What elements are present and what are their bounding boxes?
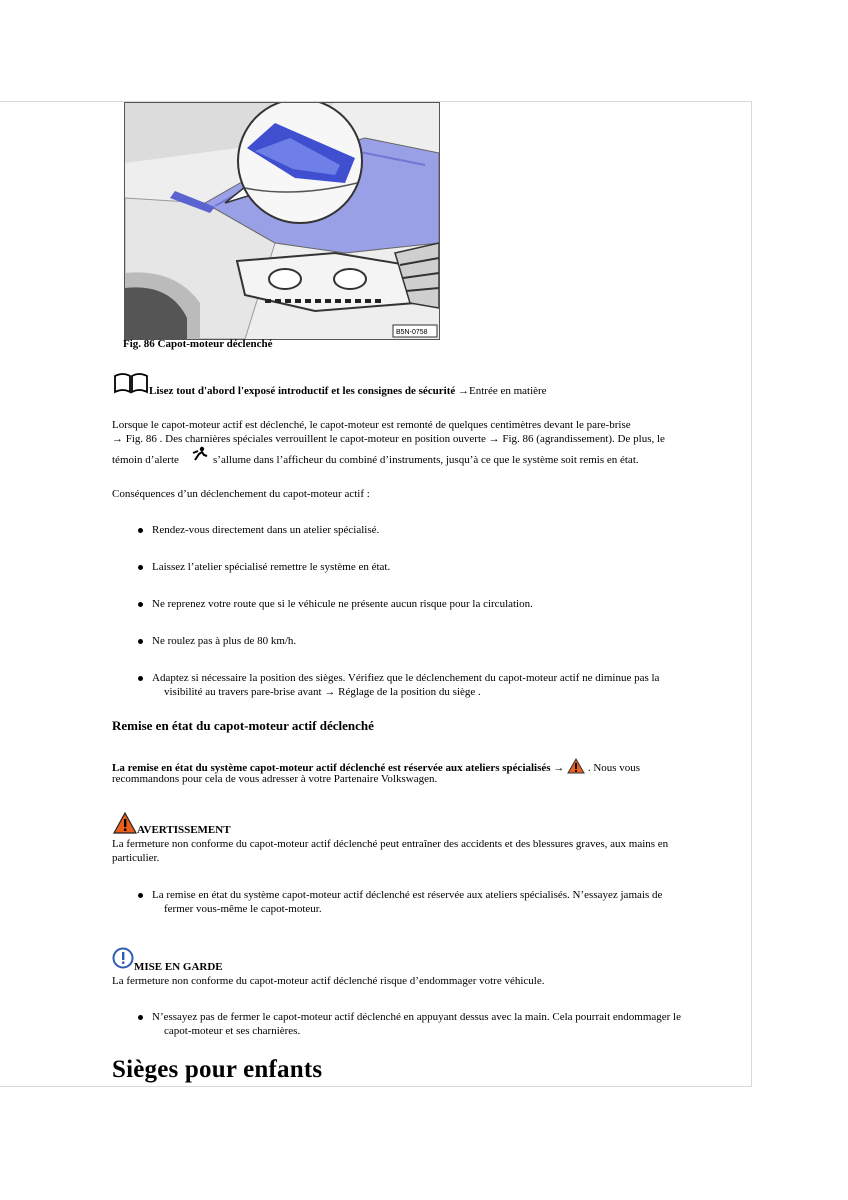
warning-line-1: La fermeture non conforme du capot-moteur actif déclenché peut entraîner des accidents et des blessures graves, aux mains en <box>112 838 669 850</box>
bullet-dot <box>138 1015 143 1020</box>
bullet-dot <box>138 565 143 570</box>
repair-after: . Nous vous <box>587 762 641 774</box>
paragraph-line-1: Lorsque le capot-moteur actif est déclenché, le capot-moteur est remonté de quelques centimètres devant le pare-brise <box>112 419 631 431</box>
bullet-dot <box>138 528 143 533</box>
paragraph-line-3a: témoin d’alerte <box>112 454 179 466</box>
list-item-text: Rendez-vous directement dans un atelier spécialisé. <box>152 524 380 536</box>
list-item-text-cont: capot-moteur et ses charnières. <box>164 1025 301 1037</box>
caution-line-1: La fermeture non conforme du capot-moteur actif déclenché risque d’endommager votre véhicule. <box>112 975 545 987</box>
list-item-text: Ne roulez pas à plus de 80 km/h. <box>152 635 297 647</box>
repair-line-2: recommandons pour cela de vous adresser à votre Partenaire Volkswagen. <box>112 773 438 785</box>
page-frame-right <box>751 101 752 1087</box>
warning-line-2: particulier. <box>112 852 160 864</box>
pedestrian-warning-icon <box>190 446 210 462</box>
paragraph-line-3b: s’allume dans l’afficheur du combiné d’instruments, jusqu’à ce que le système soit remis en état. <box>213 454 639 466</box>
page-frame-bottom <box>0 1086 752 1087</box>
paragraph-line-2: → Fig. 86 . Des charnières spéciales verrouillent le capot-moteur en position ouverte → Fig. 86 (agrandissement). De plus, le <box>112 433 665 445</box>
list-item-text-cont: fermer vous-même le capot-moteur. <box>164 903 322 915</box>
intro-line <box>149 384 547 398</box>
warning-triangle-icon <box>113 812 137 834</box>
figure-caption: Fig. 86 Capot-moteur déclenché <box>123 338 273 350</box>
caution-circle-icon <box>112 947 134 969</box>
caution-title: MISE EN GARDE <box>134 961 223 973</box>
figure-hood-image <box>124 102 440 340</box>
next-section-heading: Sièges pour enfants <box>112 1056 323 1083</box>
list-item-text: Ne reprenez votre route que si le véhicule ne présente aucun risque pour la circulation. <box>152 598 533 610</box>
repair-arrow[interactable]: → <box>553 762 565 774</box>
warning-title: AVERTISSEMENT <box>137 824 231 836</box>
figure-code: B5N-0758 <box>396 329 428 336</box>
repair-bold-text: La remise en état du système capot-moteur actif déclenché est réservée aux ateliers spécialisés <box>112 762 551 774</box>
bullet-dot <box>138 676 143 681</box>
list-item-text: La remise en état du système capot-moteur actif déclenché est réservée aux ateliers spécialisés. N’essayez jamais de <box>152 889 663 901</box>
section-heading: Remise en état du capot-moteur actif déclenché <box>112 718 374 733</box>
list-item-text: Adaptez si nécessaire la position des sièges. Vérifiez que le déclenchement du capot-moteur actif ne diminue pas la <box>152 672 660 684</box>
bullet-dot <box>138 639 143 644</box>
car-hood-illustration <box>125 103 439 339</box>
bullet-dot <box>138 893 143 898</box>
bullet-dot <box>138 602 143 607</box>
warning-triangle-icon[interactable] <box>567 758 585 774</box>
list-item-text: Laissez l’atelier spécialisé remettre le système en état. <box>152 561 391 573</box>
book-icon <box>113 372 149 394</box>
list-item-text-cont[interactable]: visibilité au travers pare-brise avant → Réglage de la position du siège . <box>164 686 481 698</box>
intro-link[interactable]: →Entrée en matière <box>458 385 547 397</box>
consequences-intro: Conséquences d’un déclenchement du capot-moteur actif : <box>112 488 370 500</box>
intro-bold-text: Lisez tout d'abord l'exposé introductif et les consignes de sécurité <box>149 385 456 397</box>
list-item-text: N’essayez pas de fermer le capot-moteur actif déclenché en appuyant dessus avec la main. Cela pourrait endommager le <box>152 1011 681 1023</box>
